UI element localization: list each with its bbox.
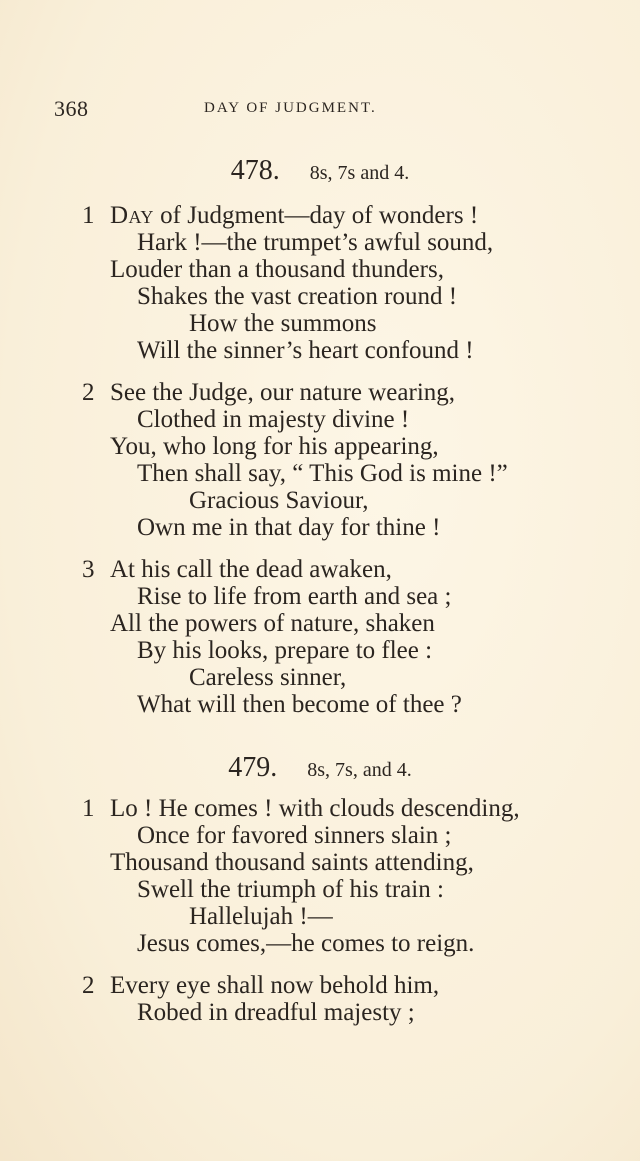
hymn-line: What will then become of thee ? [137,691,462,718]
hymn-line: Robed in dreadful majesty ; [137,999,415,1026]
hymn-line: Shakes the vast creation round ! [137,283,458,310]
hymn-number: 479. [228,752,278,783]
hymn-line: Will the sinner’s heart confound ! [137,337,474,364]
hymn-line: Clothed in majesty divine ! [137,406,410,433]
hymn-line: Jesus comes,—he comes to reign. [137,930,475,957]
hymn-line: Once for favored sinners slain ; [137,822,452,849]
hymn-line: Careless sinner, [189,664,347,691]
running-title: DAY OF JUDGMENT. [204,100,377,116]
hymn-heading [0,752,640,784]
hymn-line: Every eye shall now behold him, [110,972,440,999]
hymn-line: See the Judge, our nature wearing, [110,379,456,406]
hymn-line: By his looks, prepare to flee : [137,637,433,664]
hymn-line: At his call the dead awaken, [110,556,392,583]
hymn-meter: 8s, 7s and 4. [309,162,410,184]
hymn-line: Hark !—the trumpet’s awful sound, [137,229,494,256]
hymn-line: All the powers of nature, shaken [110,610,435,637]
verse-number: 2 [82,972,95,999]
hymn-line: Hallelujah !— [189,903,333,930]
hymn-line: Rise to life from earth and sea ; [137,583,452,610]
page-header [54,96,570,124]
verse-lead-word: Day [110,202,154,229]
hymn-number: 478. [230,155,280,186]
hymn-meter: 8s, 7s, and 4. [307,759,412,781]
hymn-line: Then shall say, “ This God is mine !” [137,460,508,487]
hymn-line-text: of Judgment—day of wonders ! [153,202,479,229]
verse-number: 1 [82,202,95,229]
hymn-line: You, who long for his appearing, [110,433,439,460]
hymn-line: Gracious Saviour, [189,487,369,514]
page-number: 368 [54,96,89,121]
hymn-line: How the summons [189,310,377,337]
hymn-line [110,203,478,228]
hymn-line: Thousand thousand saints attending, [110,849,474,876]
hymn-line: Swell the triumph of his train : [137,876,444,903]
verse-number: 3 [82,556,95,583]
verse-number: 1 [82,795,95,822]
hymn-line: Own me in that day for thine ! [137,514,441,541]
verse-number: 2 [82,379,95,406]
hymn-heading [0,155,640,187]
hymn-line: Lo ! He comes ! with clouds descending, [110,795,520,822]
hymn-line: Louder than a thousand thunders, [110,256,444,283]
